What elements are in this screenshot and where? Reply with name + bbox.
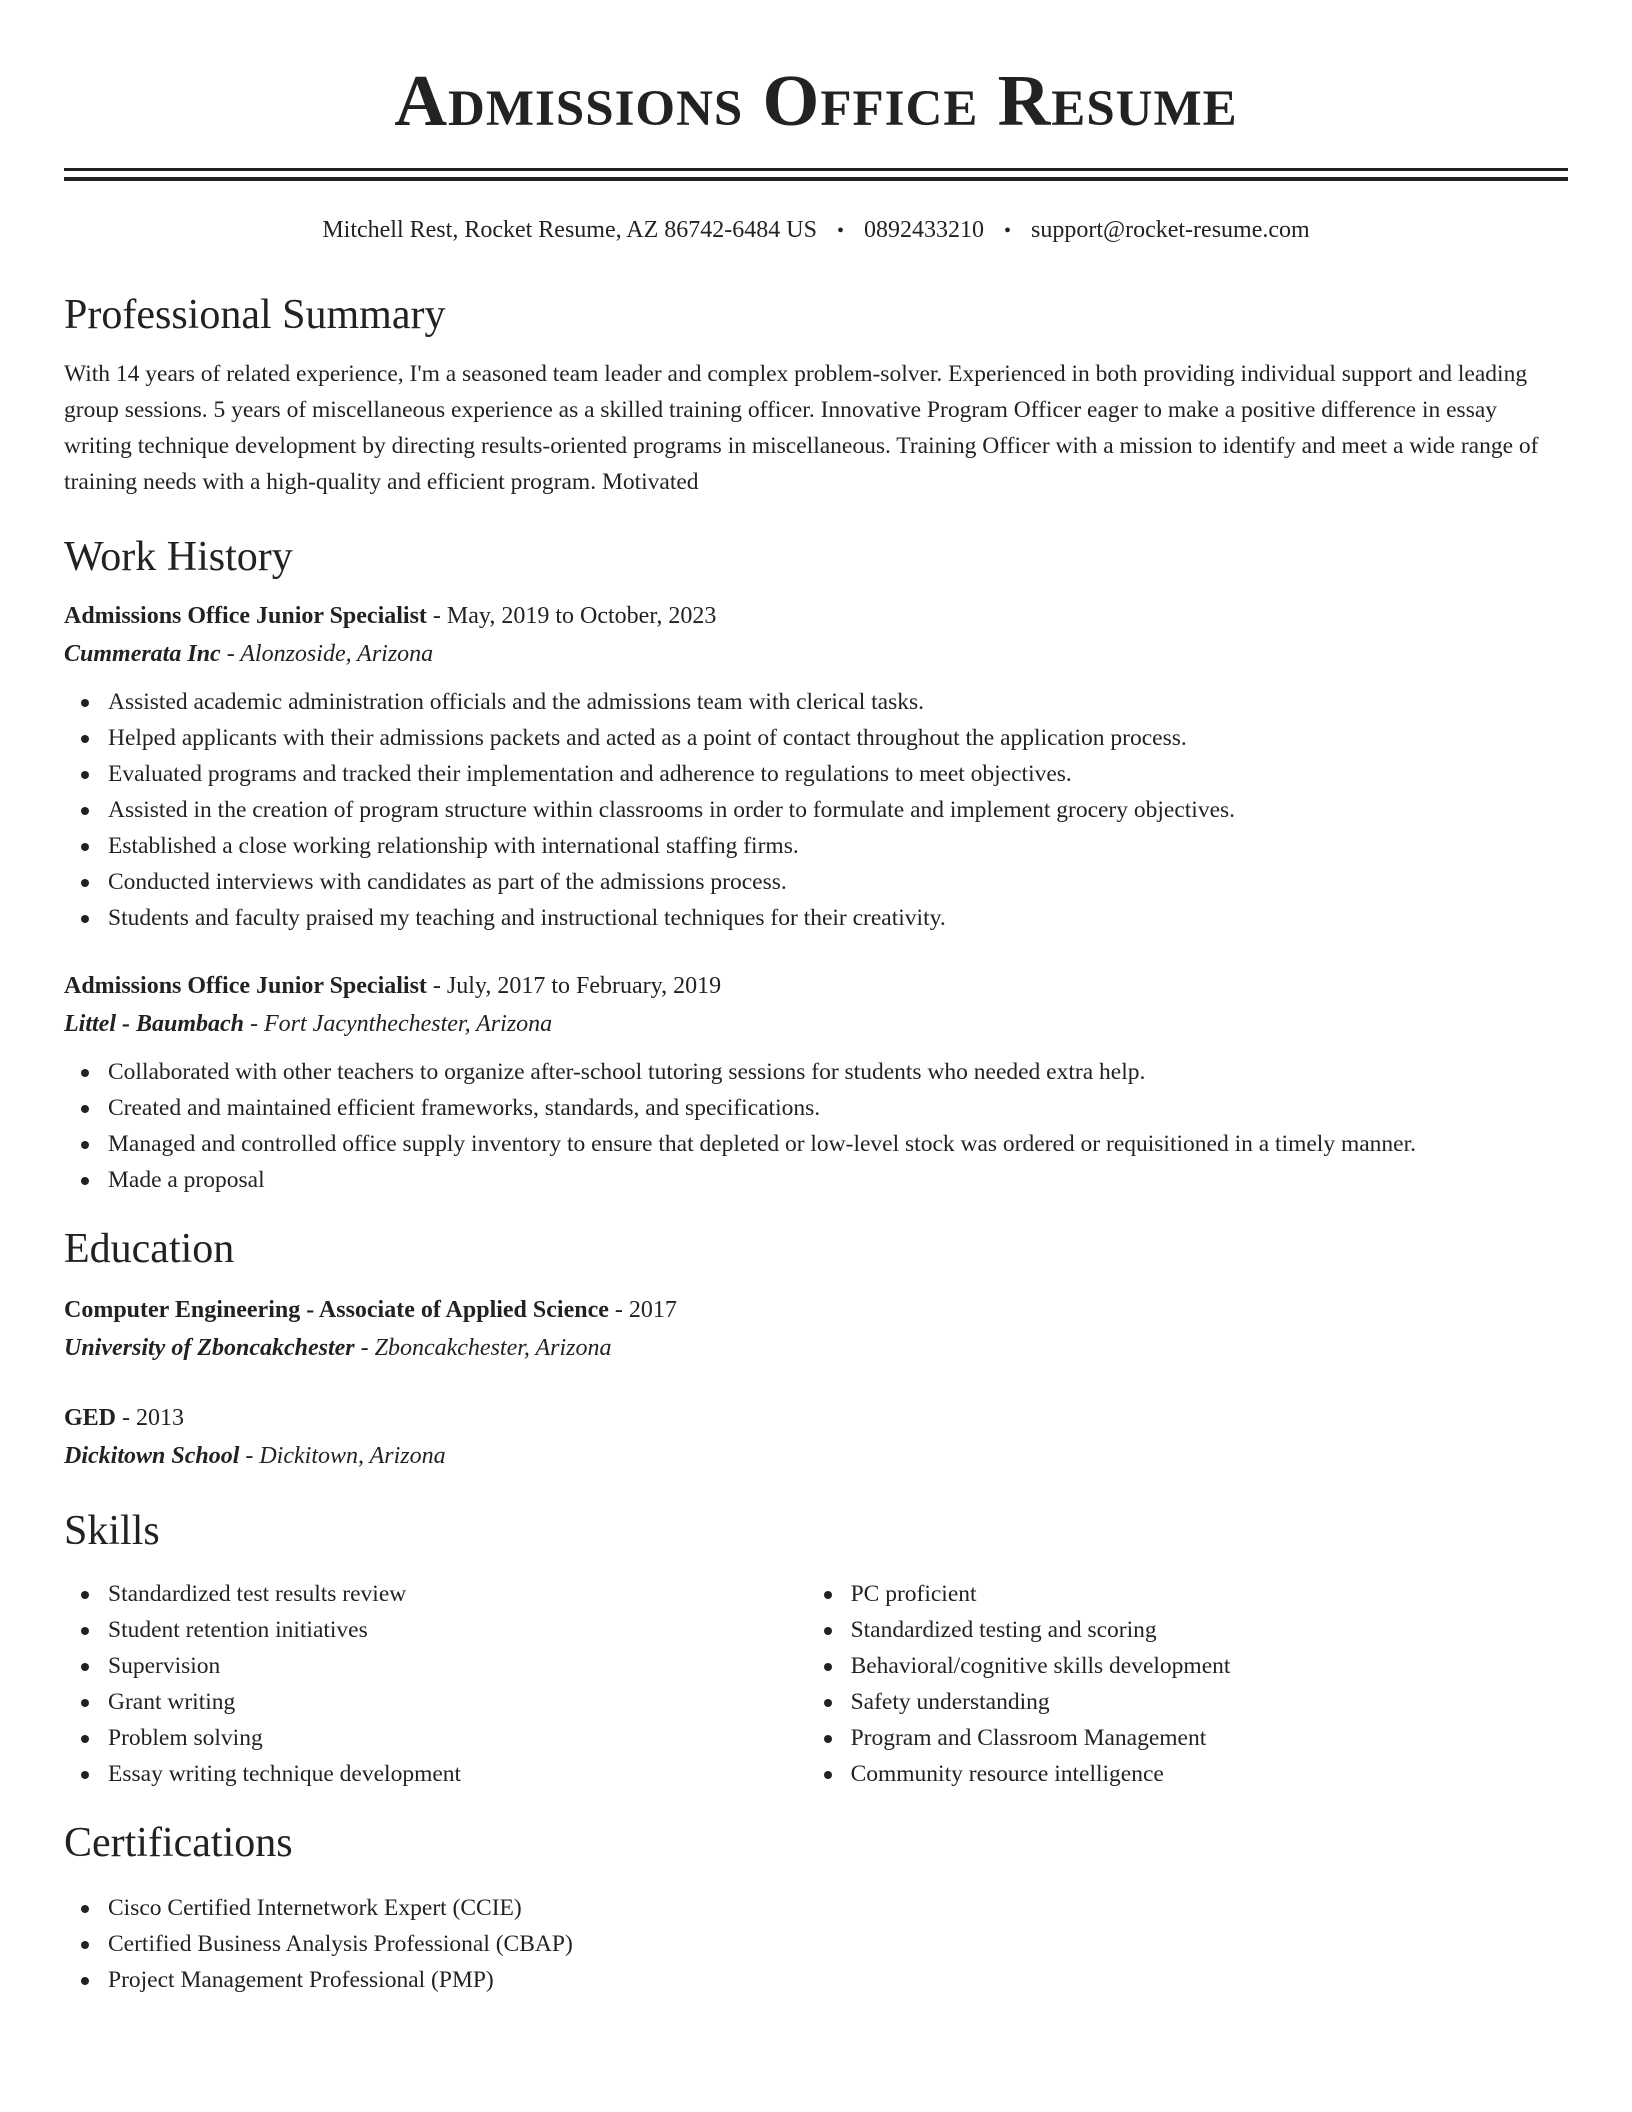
list-item: Conducted interviews with candidates as part of the admissions process. bbox=[108, 864, 1568, 900]
education-degree: Computer Engineering - Associate of Applied Science bbox=[64, 1297, 609, 1323]
list-item: Helped applicants with their admissions packets and acted as a point of contact throughout the application process. bbox=[108, 720, 1568, 756]
skill-item: Community resource intelligence bbox=[851, 1756, 1568, 1792]
list-item: Managed and controlled office supply inventory to ensure that depleted or low-level stock was ordered or requisitioned in a timely manner. bbox=[108, 1126, 1568, 1162]
job-employer bbox=[64, 1008, 1568, 1040]
education-school: University of Zboncakchester bbox=[64, 1335, 355, 1361]
skill-item: Safety understanding bbox=[851, 1684, 1568, 1720]
certification-item: Certified Business Analysis Professional (CBAP) bbox=[108, 1926, 1568, 1962]
education-degree: GED bbox=[64, 1405, 117, 1431]
skill-item: Student retention initiatives bbox=[108, 1612, 807, 1648]
skill-item: Standardized test results review bbox=[108, 1576, 807, 1612]
education-school-line bbox=[64, 1440, 1568, 1472]
education-location: - Dickitown, Arizona bbox=[239, 1443, 446, 1469]
skills-grid bbox=[64, 1576, 1568, 1792]
job-entry bbox=[64, 600, 1568, 936]
job-company: Cummerata Inc bbox=[64, 641, 221, 667]
education-entry bbox=[64, 1294, 1568, 1364]
list-item: Made a proposal bbox=[108, 1162, 1568, 1198]
skill-item: Essay writing technique development bbox=[108, 1756, 807, 1792]
job-location: - Fort Jacynthechester, Arizona bbox=[244, 1011, 553, 1037]
job-duties-list bbox=[64, 684, 1568, 936]
contact-separator: • bbox=[1003, 220, 1011, 242]
title-rule-bottom bbox=[64, 177, 1568, 181]
job-employer bbox=[64, 638, 1568, 670]
list-item: Established a close working relationship with international staffing firms. bbox=[108, 828, 1568, 864]
job-entry bbox=[64, 970, 1568, 1198]
job-location: - Alonzoside, Arizona bbox=[220, 641, 434, 667]
skill-item: Problem solving bbox=[108, 1720, 807, 1756]
job-heading bbox=[64, 600, 1568, 632]
education-location: - Zboncakchester, Arizona bbox=[354, 1335, 612, 1361]
skills-list-left bbox=[64, 1576, 807, 1792]
list-item: Evaluated programs and tracked their implementation and adherence to regulations to meet objectives. bbox=[108, 756, 1568, 792]
list-item: Assisted in the creation of program structure within classrooms in order to formulate and implement grocery objectives. bbox=[108, 792, 1568, 828]
education-school-line bbox=[64, 1332, 1568, 1364]
skills-heading: Skills bbox=[64, 1508, 160, 1554]
education-year: - 2017 bbox=[608, 1297, 677, 1323]
work-history-heading: Work History bbox=[64, 534, 293, 580]
job-company: Littel - Baumbach bbox=[64, 1011, 244, 1037]
skill-item: PC proficient bbox=[851, 1576, 1568, 1612]
list-item: Collaborated with other teachers to organize after-school tutoring sessions for students who needed extra help. bbox=[108, 1054, 1568, 1090]
skills-list-right bbox=[807, 1576, 1568, 1792]
contact-separator: • bbox=[836, 220, 844, 242]
skill-item: Supervision bbox=[108, 1648, 807, 1684]
skill-item: Behavioral/cognitive skills development bbox=[851, 1648, 1568, 1684]
skill-item: Grant writing bbox=[108, 1684, 807, 1720]
job-heading bbox=[64, 970, 1568, 1002]
certifications-list bbox=[64, 1890, 1568, 1998]
list-item: Assisted academic administration officials and the admissions team with clerical tasks. bbox=[108, 684, 1568, 720]
title-rule-top bbox=[64, 168, 1568, 171]
job-dates: - July, 2017 to February, 2019 bbox=[426, 973, 722, 999]
summary-heading: Professional Summary bbox=[64, 292, 446, 338]
skill-item: Standardized testing and scoring bbox=[851, 1612, 1568, 1648]
education-degree-line bbox=[64, 1294, 1568, 1326]
job-title: Admissions Office Junior Specialist bbox=[64, 603, 427, 629]
contact-address: Mitchell Rest, Rocket Resume, AZ 86742-6484 US bbox=[322, 217, 817, 243]
education-school: Dickitown School bbox=[64, 1443, 240, 1469]
education-heading: Education bbox=[64, 1226, 235, 1272]
summary-text: With 14 years of related experience, I'm a seasoned team leader and complex problem-solver. Experienced in both providing individual support and leading group sessions. 5 years of miscellaneous experience as a skilled training officer. Innovative Program Officer eager to make a positive difference in essay writing technique development by directing results-oriented programs in miscellaneous. Training Officer with a mission to identify and meet a wide range of training needs with a high-quality and efficient program. Motivated bbox=[64, 361, 1539, 495]
contact-email: support@rocket-resume.com bbox=[1030, 217, 1310, 243]
certification-item: Project Management Professional (PMP) bbox=[108, 1962, 1568, 1998]
education-year: - 2013 bbox=[116, 1405, 185, 1431]
job-dates: - May, 2019 to October, 2023 bbox=[426, 603, 717, 629]
list-item: Created and maintained efficient frameworks, standards, and specifications. bbox=[108, 1090, 1568, 1126]
resume-title: Admissions Office Resume bbox=[394, 60, 1238, 141]
certifications-heading: Certifications bbox=[64, 1820, 293, 1866]
education-degree-line bbox=[64, 1402, 1568, 1434]
contact-line bbox=[64, 215, 1568, 246]
job-duties-list bbox=[64, 1054, 1568, 1198]
education-entry bbox=[64, 1402, 1568, 1472]
skill-item: Program and Classroom Management bbox=[851, 1720, 1568, 1756]
list-item: Students and faculty praised my teaching and instructional techniques for their creativity. bbox=[108, 900, 1568, 936]
contact-phone: 0892433210 bbox=[863, 217, 984, 243]
certification-item: Cisco Certified Internetwork Expert (CCIE) bbox=[108, 1890, 1568, 1926]
job-title: Admissions Office Junior Specialist bbox=[64, 973, 427, 999]
